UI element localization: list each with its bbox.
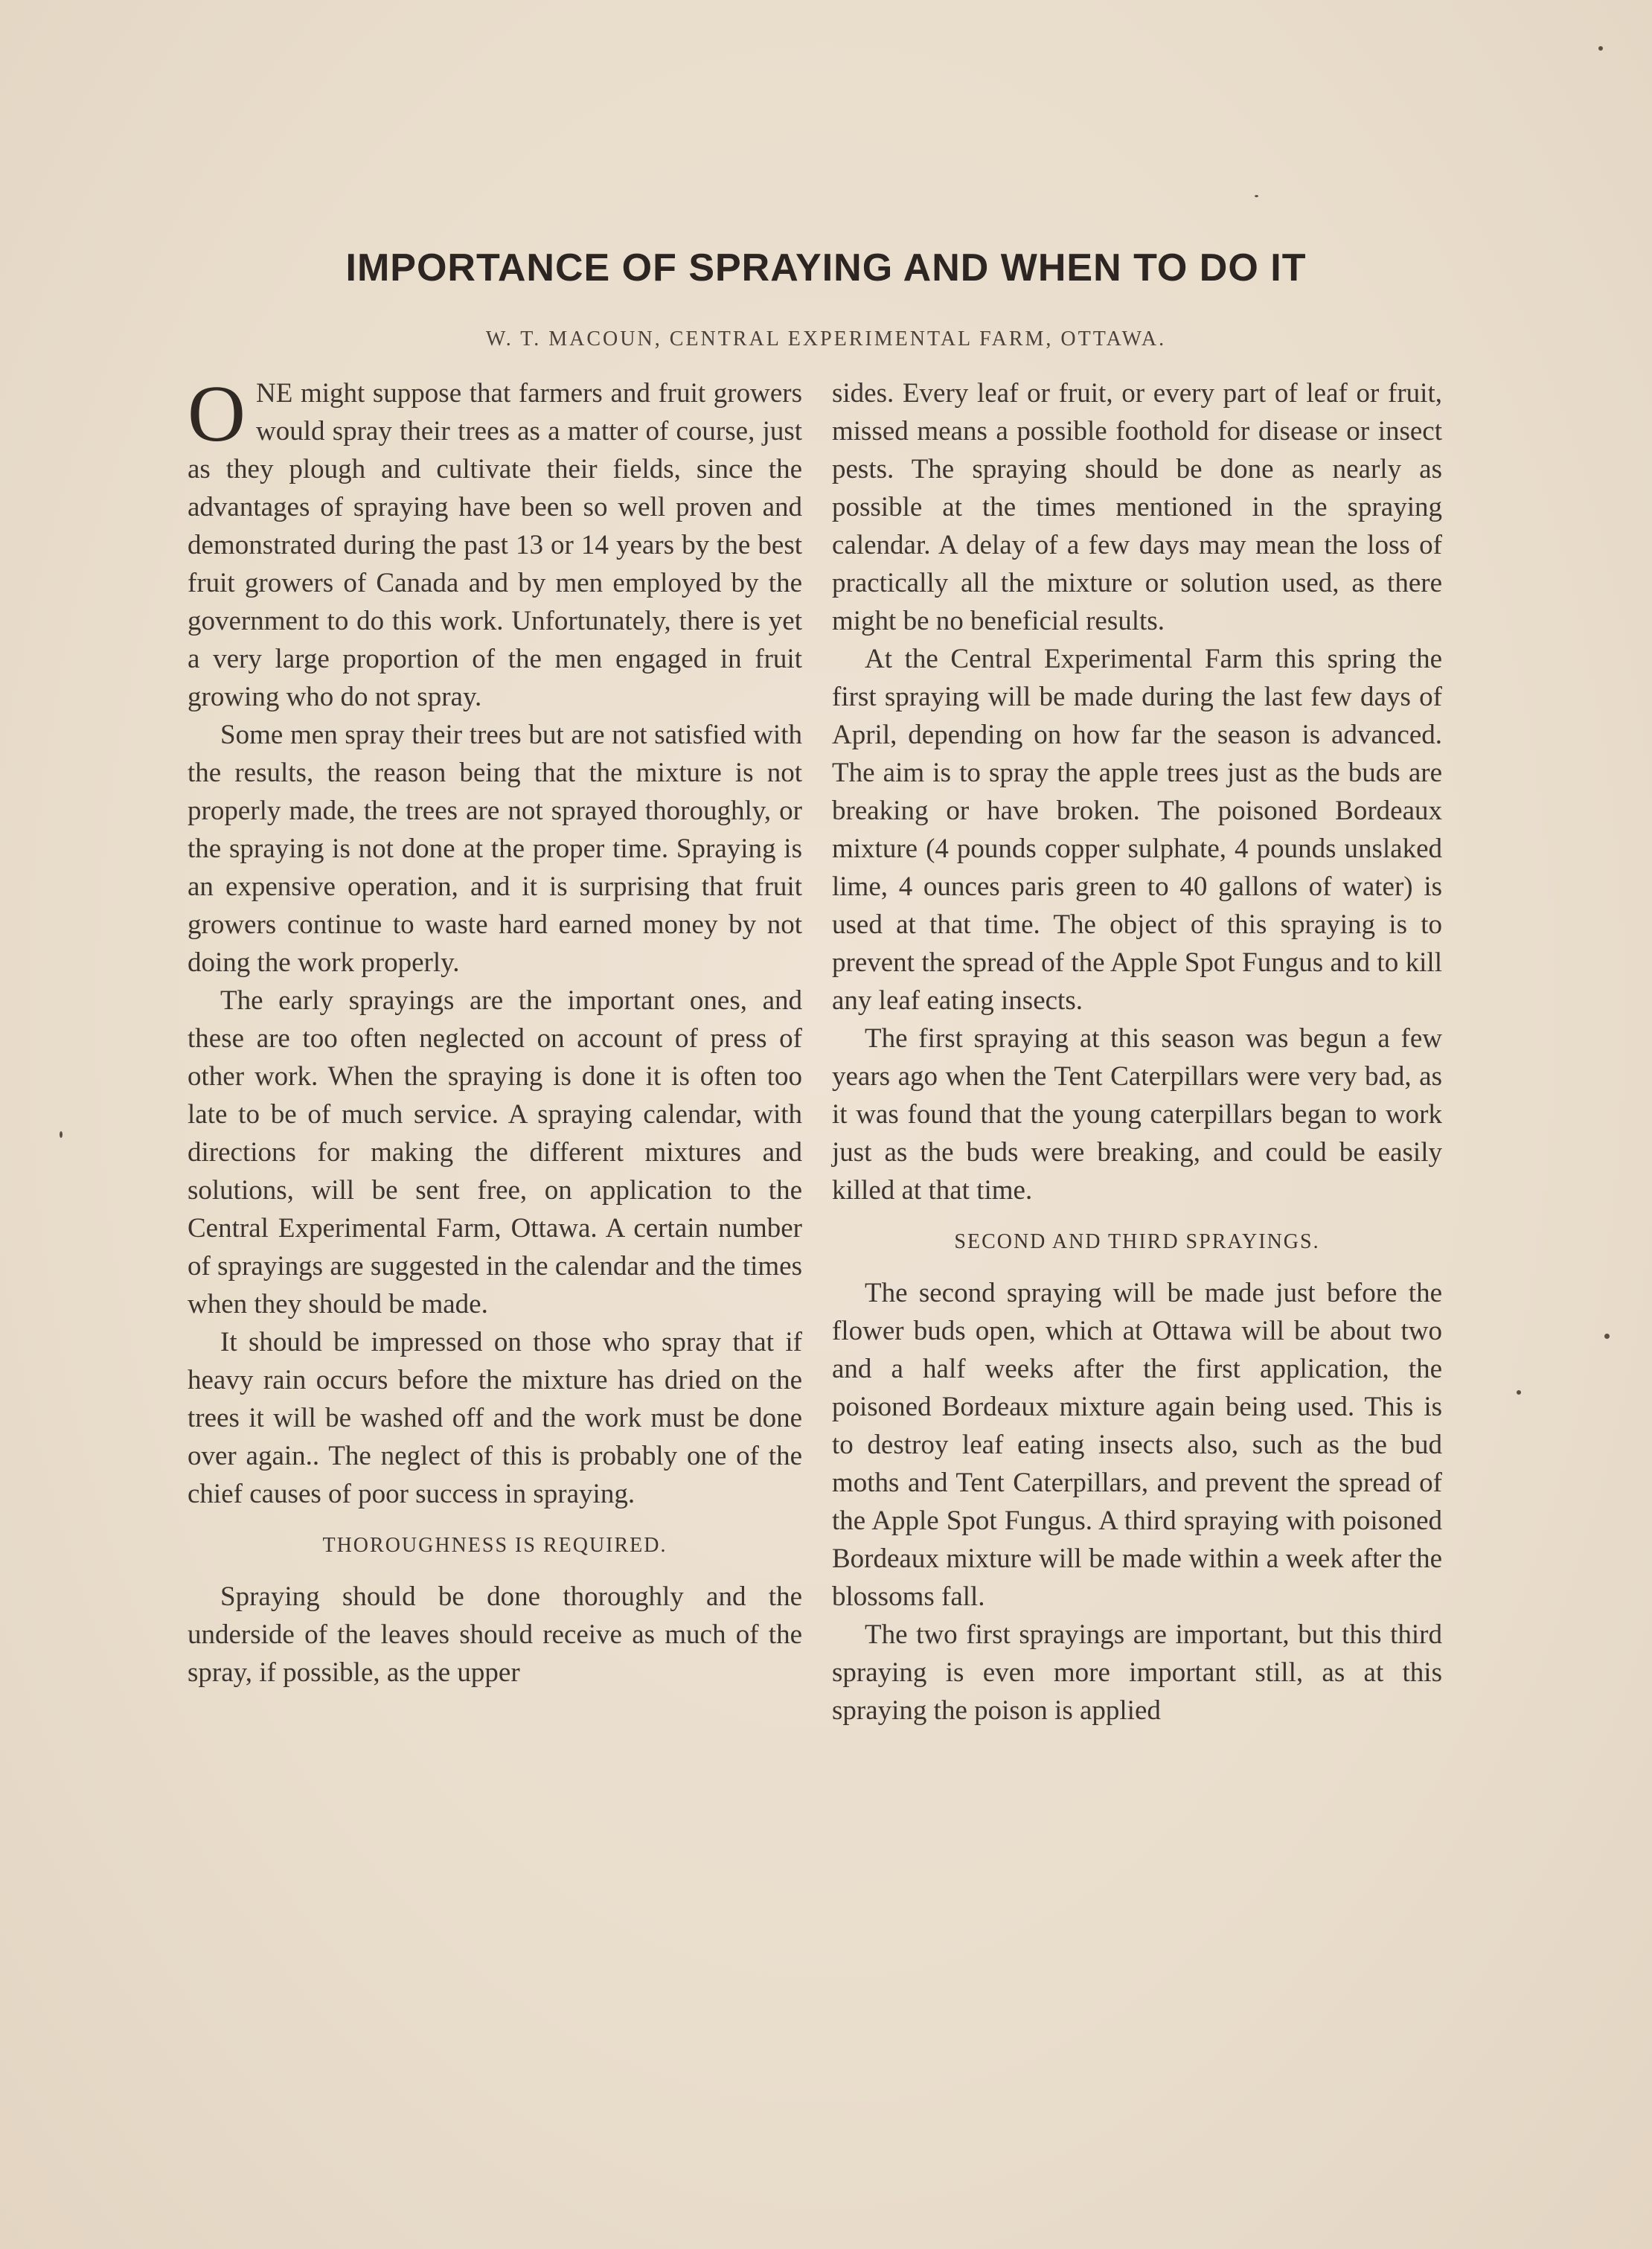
paragraph (188, 370, 802, 716)
right-column (832, 374, 1442, 1730)
drop-cap: O (188, 370, 246, 458)
section-heading: SECOND AND THIRD SPRAYINGS. (954, 1230, 1320, 1253)
paragraph: The two first sprayings are important, but this third spraying is even more important still, as at this spraying the poison is applied (832, 1619, 1442, 1726)
paragraph: At the Central Experimental Farm this spring the first spraying will be made during the last few days of April, depending on how far the season is advanced. The aim is to spray the apple trees just as the buds are breaking or have broken. The poisoned Bordeaux mixture (4 pounds copper sulphate, 4 pounds unslaked lime, 4 ounces paris green to 40 gallons of water) is used at that time. The object of this spraying is to prevent the spread of the Apple Spot Fungus and to kill any leaf eating insects. (832, 644, 1442, 1016)
left-column (188, 370, 802, 1692)
paragraph: sides. Every leaf or fruit, or every part of leaf or fruit, missed means a possible foothold for disease or insect pests. The spraying should be done as nearly as possible at the times mentioned in the spraying calendar. A delay of a few days may mean the loss of practically all the mixture or solution used, as there might be no beneficial results. (832, 378, 1442, 636)
paper-speck (1598, 46, 1603, 51)
article-title: IMPORTANCE OF SPRAYING AND WHEN TO DO IT (345, 246, 1307, 289)
paper-speck (1604, 1334, 1610, 1339)
paragraph-text: NE might suppose that farmers and fruit growers would spray their trees as a matter of course, just as they plough and cultivate their fields, since the advantages of spraying have been so well proven and demonstrated during the past 13 or 14 years by the best fruit growers of Canada and by men employed by the government to do this work. Unfortunately, there is yet a very large proportion of the men engaged in fruit growing who do not spray. (188, 378, 802, 712)
paragraph: The first spraying at this season was begun a few years ago when the Tent Caterpillars were very bad, as it was found that the young caterpillars began to work just as the buds were breaking, and could be easily killed at that time. (832, 1023, 1442, 1206)
section-heading: THOROUGHNESS IS REQUIRED. (322, 1534, 667, 1557)
paper-speck (60, 1131, 63, 1138)
paragraph: It should be impressed on those who spray that if heavy rain occurs before the mixture has dried on the trees it will be washed off and the work must be done over again.. The neglect of this is probably one of the chief causes of poor success in spraying. (188, 1327, 802, 1509)
paragraph: The early sprayings are the important ones, and these are too often neglected on account of press of other work. When the spraying is done it is often too late to be of much service. A spraying calendar, with directions for making the different mixtures and solutions, will be sent free, on application to the Central Experimental Farm, Ottawa. A certain number of sprayings are suggested in the calendar and the times when they should be made. (188, 985, 802, 1319)
paragraph: Some men spray their trees but are not satisfied with the results, the reason being that the mixture is not properly made, the trees are not sprayed thoroughly, or the spraying is not done at the proper time. Spraying is an expensive operation, and it is surprising that fruit growers continue to waste hard earned money by not doing the work properly. (188, 720, 802, 978)
paper-speck (1517, 1390, 1521, 1395)
paper-speck (1255, 195, 1258, 197)
paragraph: Spraying should be done thoroughly and the underside of the leaves should receive as much of the spray, if possible, as the upper (188, 1581, 802, 1688)
article-byline: W. T. MACOUN, CENTRAL EXPERIMENTAL FARM, OTTAWA. (485, 327, 1167, 351)
paragraph: The second spraying will be made just before the flower buds open, which at Ottawa will be about two and a half weeks after the first application, the poisoned Bordeaux mixture again being used. This is to destroy leaf eating insects also, such as the bud moths and Tent Caterpillars, and prevent the spread of the Apple Spot Fungus. A third spraying with poisoned Bordeaux mixture will be made within a week after the blossoms fall. (832, 1278, 1442, 1612)
